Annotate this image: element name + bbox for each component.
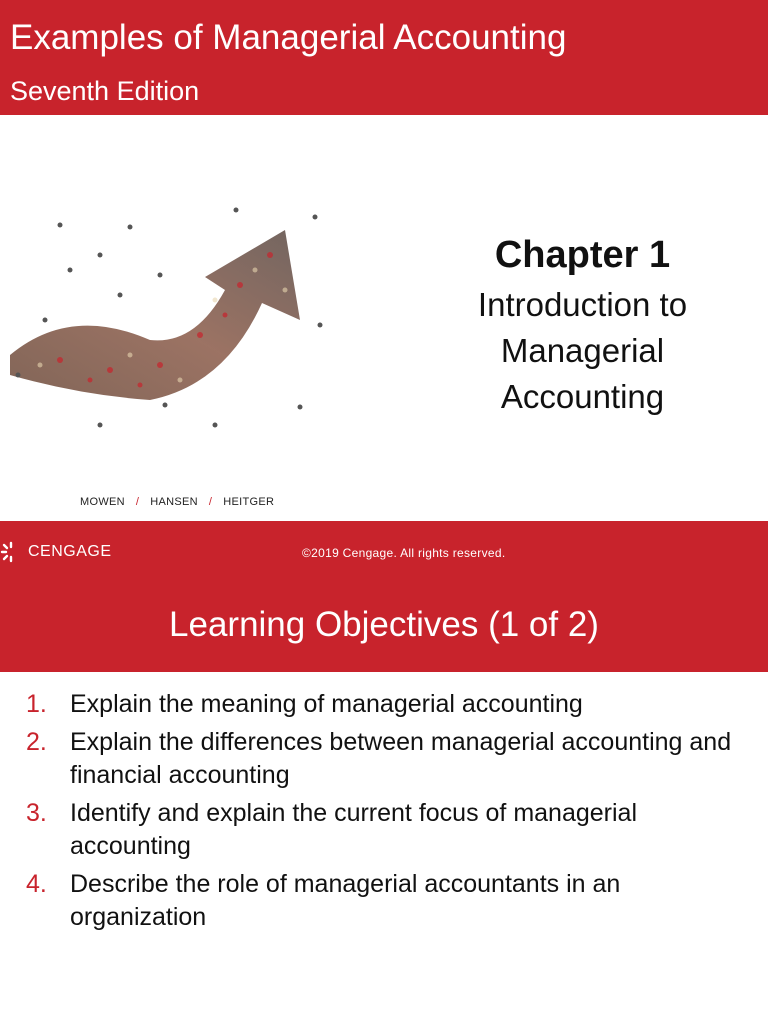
title-banner [0, 0, 768, 115]
slide-title: Learning Objectives (1 of 2) [169, 605, 599, 644]
list-item [26, 868, 746, 934]
chapter-title-line: Accounting [500, 378, 665, 415]
author-name: MOWEN [80, 496, 125, 508]
chapter-label: Chapter 1 [494, 234, 671, 276]
item-text: Identify and explain the current focus of managerial accounting [70, 799, 638, 860]
item-text: Explain the meaning of managerial accounting [70, 690, 583, 718]
chapter-title-line: Introduction to [477, 286, 688, 323]
item-number: 2. [26, 728, 47, 756]
item-text: Describe the role of managerial accountants in an organization [70, 870, 621, 931]
brand-name: CENGAGE [28, 543, 112, 560]
item-text: Explain the differences between managerial accounting and financial accounting [70, 728, 732, 789]
item-number: 1. [26, 690, 47, 718]
author-separator: / [208, 496, 213, 508]
list-item [26, 797, 746, 863]
item-number: 3. [26, 799, 47, 827]
item-number: 4. [26, 870, 47, 898]
cengage-brand [0, 541, 112, 563]
chapter-title [410, 282, 755, 420]
author-name: HEITGER [223, 496, 275, 508]
author-separator: / [135, 496, 140, 508]
copyright-notice: ©2019 Cengage. All rights reserved. [302, 546, 506, 560]
list-item [26, 726, 746, 792]
list-item [26, 688, 746, 721]
author-name: HANSEN [150, 496, 198, 508]
crowd-arrow-illustration [0, 195, 340, 455]
edition-label: Seventh Edition [10, 76, 200, 106]
chapter-title-line: Managerial [500, 332, 665, 369]
cengage-logo-icon [0, 541, 22, 563]
book-title: Examples of Managerial Accounting [10, 18, 567, 57]
learning-objectives-list [26, 688, 746, 939]
slide-banner [0, 521, 768, 672]
author-list [80, 496, 274, 508]
